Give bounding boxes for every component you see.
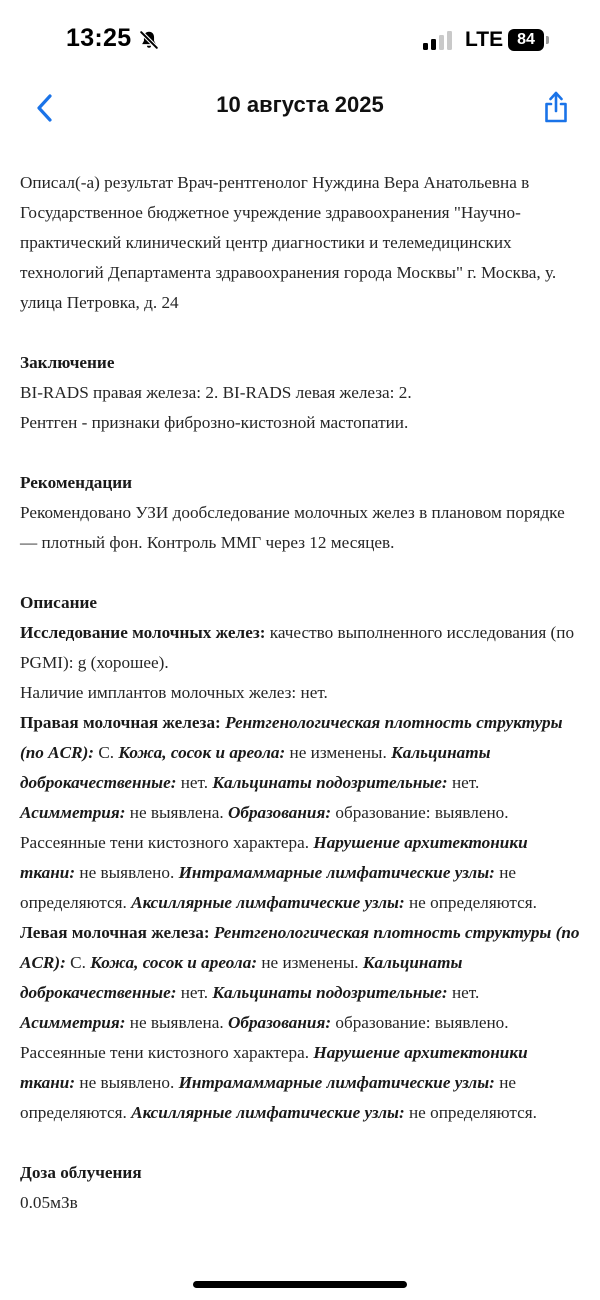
right-form-label: Образования: xyxy=(227,803,332,822)
left-calc-benign-value: нет. xyxy=(180,983,209,1002)
left-density-value: C. xyxy=(70,953,86,972)
right-skin-value: не изменены. xyxy=(289,743,387,762)
conclusion-heading: Заключение xyxy=(20,353,115,372)
status-bar xyxy=(0,0,600,80)
recommendations-section xyxy=(20,468,580,558)
conclusion-section xyxy=(20,348,580,438)
right-axil-label: Аксиллярные лимфатические узлы: xyxy=(131,893,405,912)
study-value: качество выполненного исследования (по PGMI): g (хорошее). xyxy=(20,623,575,672)
network-label: LTE xyxy=(465,28,504,51)
conclusion-birads: BI-RADS правая железа: 2. BI-RADS левая железа: 2. xyxy=(20,383,412,402)
right-form-value: образование: выявлено. Рассеянные тени кистозного характера. xyxy=(20,803,509,852)
conclusion-finding: Рентген - признаки фиброзно-кистозной мастопатии. xyxy=(20,413,409,432)
battery-indicator: 84 xyxy=(508,29,544,51)
study-label: Исследование молочных желез: xyxy=(20,623,266,642)
right-calc-benign-value: нет. xyxy=(180,773,209,792)
right-calc-susp-label: Кальцинаты подозрительные: xyxy=(212,773,448,792)
left-density-label: Рентгенологическая плотность структуры (по ACR): xyxy=(20,923,580,972)
implants-line: Наличие имплантов молочных желез: нет. xyxy=(20,683,328,702)
left-arch-label: Нарушение архитектоники ткани: xyxy=(20,1043,528,1092)
left-form-value: образование: выявлено. Рассеянные тени кистозного характера. xyxy=(20,1013,509,1062)
left-axil-value: не определяются. xyxy=(408,1103,537,1122)
nav-bar xyxy=(0,80,600,136)
report-author-intro: Описал(-а) результат Врач-рентгенолог Нуждина Вера Анатольевна в Государственное бюджетное учреждение здравоохранения "Научно-практический клинический центр диагностики и телемедицинских технологий Департамента здравоохранения города Москвы" г. Москва, у. улица Петровка, д. 24 xyxy=(20,173,557,312)
left-intra-label: Интрамаммарные лимфатические узлы: xyxy=(178,1073,495,1092)
description-heading: Описание xyxy=(20,593,98,612)
left-skin-value: не изменены. xyxy=(261,953,359,972)
right-asym-label: Асимметрия: xyxy=(20,803,126,822)
bell-slash-icon xyxy=(138,29,160,51)
battery-cap xyxy=(546,36,549,44)
left-asym-value: не выявлена. xyxy=(129,1013,224,1032)
bottom-fade xyxy=(0,1240,600,1300)
left-breast-block xyxy=(20,918,580,1128)
back-button[interactable] xyxy=(28,88,60,128)
share-button[interactable] xyxy=(538,86,574,128)
dose-heading: Доза облучения xyxy=(20,1163,142,1182)
left-calc-susp-label: Кальцинаты подозрительные: xyxy=(212,983,448,1002)
left-calc-benign-label: Кальцинаты доброкачественные: xyxy=(20,953,463,1002)
dose-section xyxy=(20,1158,580,1218)
left-skin-label: Кожа, сосок и ареола: xyxy=(90,953,258,972)
dose-value: 0.05мЗв xyxy=(20,1193,78,1212)
left-calc-susp-value: нет. xyxy=(451,983,480,1002)
signal-icon xyxy=(423,30,455,50)
left-asym-label: Асимметрия: xyxy=(20,1013,126,1032)
right-asym-value: не выявлена. xyxy=(129,803,224,822)
right-breast-title: Правая молочная железа: xyxy=(20,713,221,732)
right-arch-value: не выявлено. xyxy=(79,863,175,882)
study-quality xyxy=(20,618,580,678)
right-intra-label: Интрамаммарные лимфатические узлы: xyxy=(178,863,495,882)
left-intra-value: не определяются. xyxy=(20,1073,517,1122)
home-indicator[interactable] xyxy=(193,1281,407,1288)
right-breast-block xyxy=(20,708,580,918)
right-calc-susp-value: нет. xyxy=(451,773,480,792)
left-axil-label: Аксиллярные лимфатические узлы: xyxy=(131,1103,405,1122)
right-skin-label: Кожа, сосок и ареола: xyxy=(118,743,286,762)
left-form-label: Образования: xyxy=(227,1013,332,1032)
left-arch-value: не выявлено. xyxy=(79,1073,175,1092)
right-intra-value: не определяются. xyxy=(20,863,517,912)
right-axil-value: не определяются. xyxy=(408,893,537,912)
report-content xyxy=(20,168,580,1218)
description-section xyxy=(20,588,580,1128)
page-title: 10 августа 2025 xyxy=(216,92,384,117)
share-icon xyxy=(542,90,570,124)
status-time: 13:25 xyxy=(66,24,132,52)
left-breast-title: Левая молочная железа: xyxy=(20,923,210,942)
right-calc-benign-label: Кальцинаты доброкачественные: xyxy=(20,743,491,792)
right-density-label: Рентгенологическая плотность структуры (по ACR): xyxy=(20,713,563,762)
right-density-value: C. xyxy=(98,743,115,762)
recommendations-text: Рекомендовано УЗИ дообследование молочных желез в плановом порядке — плотный фон. Контроль ММГ через 12 месяцев. xyxy=(20,503,565,552)
chevron-left-icon xyxy=(35,93,53,123)
right-arch-label: Нарушение архитектоники ткани: xyxy=(20,833,528,882)
recommendations-heading: Рекомендации xyxy=(20,473,133,492)
